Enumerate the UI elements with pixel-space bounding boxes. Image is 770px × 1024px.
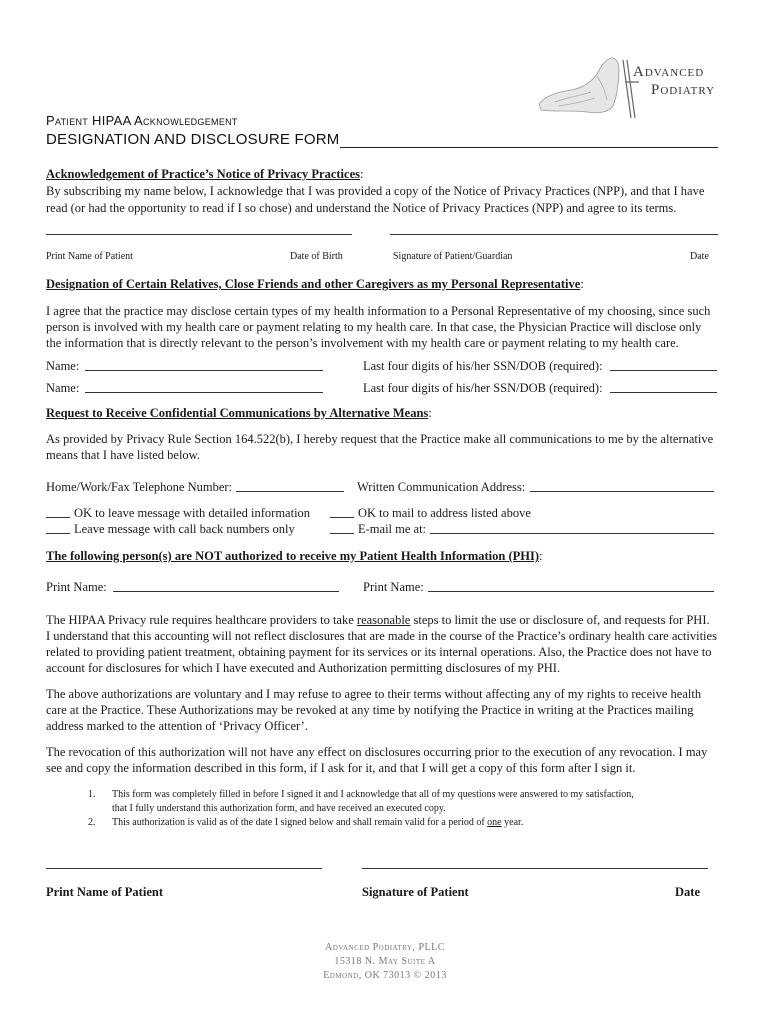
hipaa-p2-line1: The above authorizations are voluntary and I may refuse to agree to their terms without affecting any of my rights to receive health xyxy=(46,687,702,701)
rep-ssn-label-2: Last four digits of his/her SSN/DOB (required): xyxy=(363,381,603,395)
label-date-of-birth: Date of Birth xyxy=(290,251,343,262)
ack-heading: Acknowledgement of Practice’s Notice of Privacy Practices xyxy=(46,167,360,181)
print-name-signature-line[interactable] xyxy=(46,868,322,869)
list-item-2-one: one xyxy=(487,817,502,828)
rep-name-label-2: Name: xyxy=(46,381,80,395)
patient-signature-line[interactable] xyxy=(362,868,708,869)
hipaa-p1-line1 xyxy=(46,612,710,628)
designation-body-line1: I agree that the practice may disclose certain types of my health information to a Personal Representative of my choosing, since such xyxy=(46,304,711,318)
not-authorized-heading: The following person(s) are NOT authorized to receive my Patient Health Information (PHI) xyxy=(46,549,539,563)
ack-heading-row xyxy=(46,166,363,182)
foot-skeleton-icon xyxy=(535,52,645,122)
list-item-1-line2: that I fully understand this authorization form, and have received an executed copy. xyxy=(112,803,446,814)
checkbox-email[interactable] xyxy=(330,533,354,534)
checkbox-mail-address[interactable] xyxy=(330,517,354,518)
signature-date-line[interactable] xyxy=(390,234,718,235)
logo-text-advanced: Advanced xyxy=(633,64,705,80)
list-item-1-line1 xyxy=(88,788,728,802)
print-name-dob-line[interactable] xyxy=(46,234,352,235)
list-item-2-text xyxy=(112,816,523,830)
checkbox-detailed-message[interactable] xyxy=(46,517,70,518)
option-email: E-mail me at: xyxy=(358,522,427,536)
form-title: Patient HIPAA Acknowledgement xyxy=(46,113,238,128)
form-subtitle: DESIGNATION AND DISCLOSURE FORM xyxy=(46,131,340,148)
footer-address: 15318 N. May Suite A xyxy=(334,956,436,967)
option-callback-message: Leave message with call back numbers only xyxy=(74,522,295,536)
confidential-heading-row xyxy=(46,405,432,421)
rep-name-field-2[interactable] xyxy=(85,392,323,393)
checkbox-callback-message[interactable] xyxy=(46,533,70,534)
designation-heading-colon: : xyxy=(580,277,584,291)
list-item-2 xyxy=(88,816,728,830)
rep-ssn-field-1[interactable] xyxy=(610,370,717,371)
designation-heading: Designation of Certain Relatives, Close Friends and other Caregivers as my Personal Representative xyxy=(46,277,581,291)
hipaa-p3-line2: see and copy the information described in this form, if I ask for it, and that I will get a copy of this form after I sign it. xyxy=(46,761,636,775)
rep-name-field-1[interactable] xyxy=(85,370,323,371)
not-authorized-heading-row xyxy=(46,548,542,564)
ack-body-line1: By subscribing my name below, I acknowledge that I was provided a copy of the Notice of Privacy Practices (NPP), and that I have xyxy=(46,184,705,198)
label-print-name-patient: Print Name of Patient xyxy=(46,251,133,262)
hipaa-p1-line2: I understand that this accounting will not reflect disclosures that are made in the course of the Practice’s ordinary health care activities xyxy=(46,629,717,643)
confidential-heading: Request to Receive Confidential Communications by Alternative Means xyxy=(46,406,429,420)
hipaa-p2-line3: address marked to the attention of ‘Privacy Officer’. xyxy=(46,719,308,733)
rep-ssn-label-1: Last four digits of his/her SSN/DOB (required): xyxy=(363,359,603,373)
ack-heading-colon: : xyxy=(360,167,364,181)
not-authorized-name-field-1[interactable] xyxy=(113,591,339,592)
sig-date-label: Date xyxy=(675,885,700,899)
sig-print-name-label: Print Name of Patient xyxy=(46,885,163,899)
not-authorized-name-field-2[interactable] xyxy=(428,591,714,592)
not-authorized-name-label-2: Print Name: xyxy=(363,580,424,594)
designation-body-line3: the information that is directly relevant to the person’s involvement with my health care or payment relating to my health care. xyxy=(46,336,679,350)
rep-name-label-1: Name: xyxy=(46,359,80,373)
hipaa-p1-text-b: steps to limit the use or disclosure of, and requests for PHI. xyxy=(410,613,710,627)
sig-signature-label: Signature of Patient xyxy=(362,885,469,899)
hipaa-p3-line1: The revocation of this authorization will not have any effect on disclosures occurring prior to the execution of any revocation. I may xyxy=(46,745,708,759)
logo-text-podiatry: Podiatry xyxy=(651,82,716,98)
label-signature-guardian: Signature of Patient/Guardian xyxy=(393,251,513,262)
hipaa-p1-reasonable: reasonable xyxy=(356,613,411,627)
hipaa-p1-line3: related to providing patient treatment, obtaining payment for its services or its internal operations. Also, the Practice does not have to xyxy=(46,645,712,659)
hipaa-p1-text-a: The HIPAA Privacy rule requires healthcare providers to take xyxy=(46,613,357,627)
company-logo xyxy=(535,52,725,122)
list-number-2: 2. xyxy=(88,817,96,828)
footer-city: Edmond, OK 73013 © 2013 xyxy=(323,970,447,981)
rep-ssn-field-2[interactable] xyxy=(610,392,717,393)
designation-body-line2: person is involved with my health care or payment relating to my health care. In that case, the Physician Practice will disclose only xyxy=(46,320,702,334)
label-date: Date xyxy=(690,251,709,262)
title-underline xyxy=(340,147,718,148)
list-item-1-text-a: This form was completely filled in before I signed it and I acknowledge that all of my questions were answered to my satisfaction, xyxy=(112,789,634,800)
address-label: Written Communication Address: xyxy=(357,480,526,494)
hipaa-p1-line4: account for disclosures for which I have executed and Authorization permitting disclosures of my PHI. xyxy=(46,661,561,675)
email-field[interactable] xyxy=(430,533,714,534)
list-item-2-text-b: year. xyxy=(501,817,524,828)
option-mail-address: OK to mail to address listed above xyxy=(358,506,531,520)
footer-company: Advanced Podiatry, PLLC xyxy=(325,942,445,953)
phone-field[interactable] xyxy=(236,491,344,492)
confidential-body-line2: means that I have listed below. xyxy=(46,448,201,462)
ack-body-line2: read (or had the opportunity to read if I so chose) and understand the Notice of Privacy Practices (NPP) and agree to its terms. xyxy=(46,201,677,215)
designation-heading-row xyxy=(46,276,584,292)
list-item-2-text-a: This authorization is valid as of the date I signed below and shall remain valid for a period of xyxy=(112,817,488,828)
list-number-1: 1. xyxy=(88,789,96,800)
not-authorized-heading-colon: : xyxy=(539,549,543,563)
confidential-body-line1: As provided by Privacy Rule Section 164.522(b), I hereby request that the Practice make all communications to me by the alternative xyxy=(46,432,714,446)
option-detailed-message: OK to leave message with detailed information xyxy=(74,506,311,520)
hipaa-p2-line2: care at the Practice. These Authorizations may be revoked at any time by notifying the Practice in writing at the Practices mailing xyxy=(46,703,694,717)
address-field[interactable] xyxy=(530,491,714,492)
confidential-heading-colon: : xyxy=(428,406,432,420)
phone-label: Home/Work/Fax Telephone Number: xyxy=(46,480,233,494)
not-authorized-name-label-1: Print Name: xyxy=(46,580,107,594)
